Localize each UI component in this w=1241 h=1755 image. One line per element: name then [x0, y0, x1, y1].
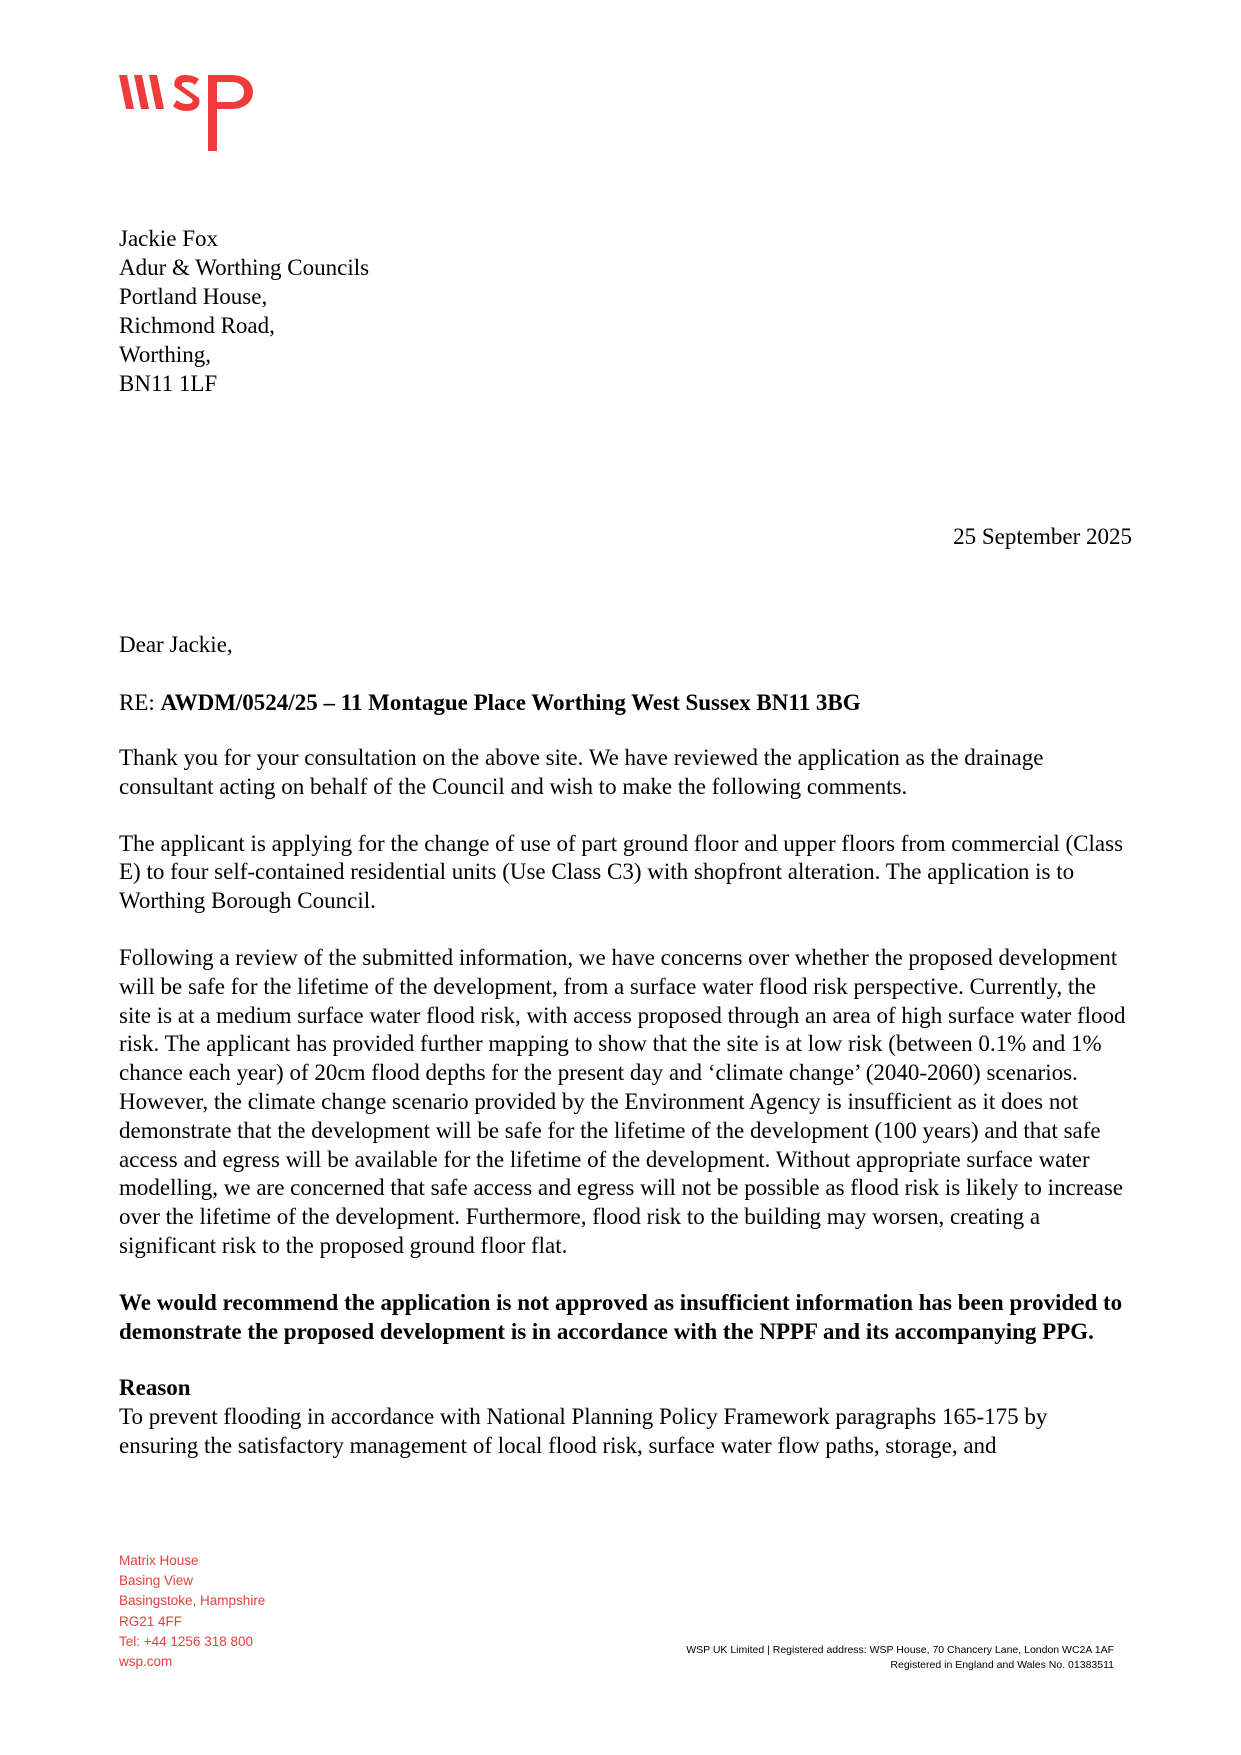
- recipient-name: Jackie Fox: [119, 226, 219, 251]
- recipient-address: [119, 224, 369, 398]
- subject-reference: AWDM/0524/25 – 11 Montague Place Worthing West Sussex BN11 3BG: [160, 690, 861, 715]
- subject-line: [119, 688, 861, 717]
- recipient-organisation: Adur & Worthing Councils: [119, 255, 370, 280]
- office-telephone: Tel: +44 1256 318 800: [119, 1633, 253, 1649]
- office-address: [119, 1551, 265, 1672]
- office-town: Basingstoke, Hampshire: [119, 1593, 266, 1609]
- paragraph-application: The applicant is applying for the change of use of part ground floor and upper floors from commercial (Class E) to four self-contained residential units (Use Class C3) with shopfront alteration. The application is to Worthing Borough Council.: [119, 830, 1124, 914]
- registration-number: Registered in England and Wales No. 01383511: [890, 1659, 1114, 1671]
- office-postcode: RG21 4FF: [119, 1613, 183, 1629]
- recipient-street: Richmond Road,: [119, 313, 275, 338]
- salutation: Dear Jackie,: [119, 632, 233, 657]
- reason-text: To prevent flooding in accordance with National Planning Policy Framework paragraphs 165-175 by ensuring the satisfactory management of local flood risk, surface water flow paths, storage, and: [119, 1404, 1048, 1458]
- subject-prefix: RE:: [119, 690, 155, 715]
- letter-body: [119, 744, 1129, 1461]
- website-link[interactable]: wsp.com: [119, 1654, 173, 1670]
- paragraph-concerns: Following a review of the submitted information, we have concerns over whether the proposed development will be safe for the lifetime of the development, from a surface water flood risk perspective. Currently, the site is at a medium surface water flood risk, with access proposed through an area of high surface water flood risk. The applicant has provided further mapping to show that the site is at low risk (between 0.1% and 1% chance each year) of 20cm flood depths for the present day and ‘climate change’ (2040-2060) scenarios. However, the climate change scenario provided by the Environment Agency is insufficient as it does not demonstrate that the development will be safe for the lifetime of the development (100 years) and that safe access and egress will be available for the lifetime of the development. Without appropriate surface water modelling, we are concerned that safe access and egress will not be possible as flood risk is likely to increase over the lifetime of the development. Furthermore, flood risk to the building may worsen, creating a significant risk to the proposed ground floor flat.: [119, 944, 1126, 1258]
- registration-info: [686, 1643, 1114, 1673]
- paragraph-intro: Thank you for your consultation on the above site. We have reviewed the application as the drainage consultant acting on behalf of the Council and wish to make the following comments.: [119, 745, 1044, 799]
- recipient-building: Portland House,: [119, 284, 268, 309]
- recipient-town: Worthing,: [119, 342, 212, 367]
- letter-date: 25 September 2025: [953, 524, 1132, 549]
- reason-heading: Reason: [119, 1375, 191, 1401]
- recipient-postcode: BN11 1LF: [119, 371, 218, 396]
- office-building: Matrix House: [119, 1553, 199, 1568]
- office-street: Basing View: [119, 1573, 194, 1589]
- paragraph-recommendation: We would recommend the application is not approved as insufficient information has been provided to demonstrate the proposed development is in accordance with the NPPF and its accompanying PPG.: [119, 1289, 1123, 1344]
- wsp-logo: [119, 73, 277, 151]
- registered-address: WSP UK Limited | Registered address: WSP House, 70 Chancery Lane, London WC2A 1AF: [686, 1644, 1114, 1656]
